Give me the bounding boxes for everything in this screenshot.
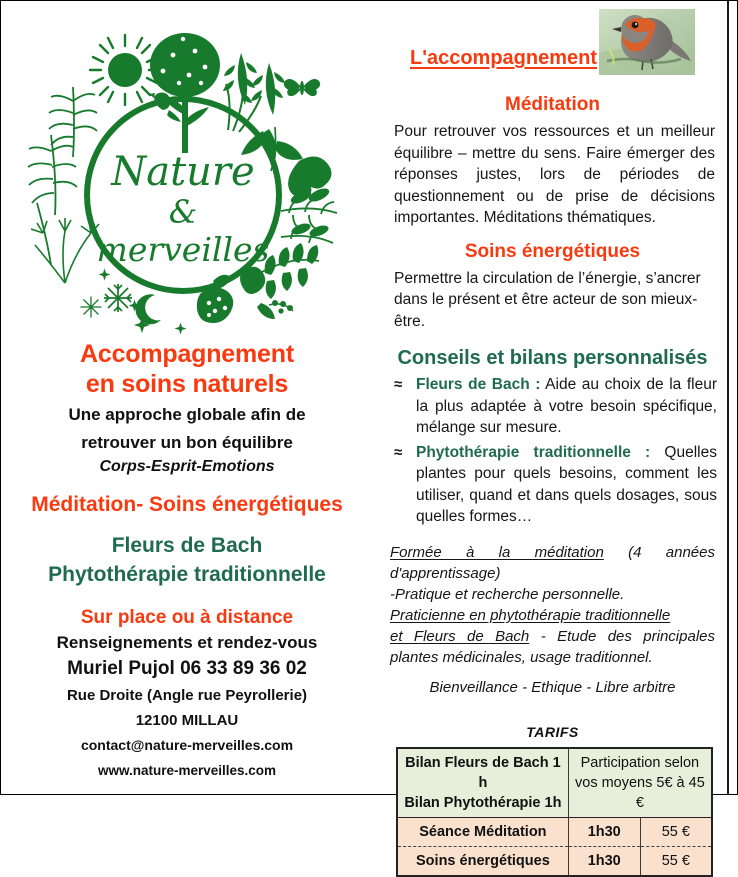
bullet-text: Aide au choix de la fleur la plus adaptée à votre besoin spécifique, mélange sur mesure. [416,376,718,436]
bio-line-1 [390,542,715,584]
meditation-body: Pour retrouver vos ressources et un meilleur équilibre – mettre du sens. Faire émerger des réponses justes, lors de périodes de questionnement ou de prise de décisions importantes. Méditations thématiques. [394,123,715,226]
table-row [397,846,712,876]
left-meditation-soins: Méditation- Soins énergétiques [31,493,343,516]
left-subtitle-line2: retrouver un bon équilibre [81,433,293,452]
accompagnement-title: L'accompagnement [410,47,598,69]
meditation-heading: Méditation [505,94,600,115]
two-column-layout [1,1,737,869]
list-item [388,374,717,439]
conseils-list [388,374,717,528]
logo-text-ampersand: & [168,193,198,231]
tarifs-duration: 1h30 [568,817,640,846]
left-phytotherapie: Phytothérapie traditionnelle [48,563,326,586]
conseils-heading: Conseils et bilans personnalisés [397,347,708,369]
tarifs-head-right [568,748,712,818]
robin-photo [599,9,695,75]
logo-text-nature: Nature [111,149,255,195]
soins-body: Permettre la circulation de l’énergie, s’ancrer dans le présent et être acteur de son mieux-être. [394,269,701,330]
left-address-city: 12100 MILLAU [135,712,239,729]
soins-heading: Soins énergétiques [464,240,641,262]
bio-line4-rest: - Etude des principales plantes médicinales, usage traditionnel. [390,627,715,666]
bio-line-4 [390,628,715,666]
bio-line-3: Praticienne en phytothérapie traditionnelle [390,606,671,624]
left-fleurs-de-bach: Fleurs de Bach [111,534,263,557]
tarifs-service: Soins énergétiques [397,846,568,876]
left-sur-place: Sur place ou à distance [80,607,294,628]
nature-merveilles-logo [13,15,353,335]
tarifs-duration: 1h30 [568,846,640,876]
tarifs-table-wrapper [388,747,717,877]
left-text-block [1,339,373,784]
bio-line1-rest: (4 années d'apprentissage) [390,543,715,582]
left-address-street: Rue Droite (Angle rue Peyrollerie) [66,687,308,704]
right-column-inner [388,1,729,869]
bio-line1-underlined: Formée à la méditation [390,543,604,561]
bullet-text: Quelles plantes pour quels besoins, comment les utiliser, quand et dans quels dosages, sous quelles formes… [416,443,717,525]
bio-line-2: -Pratique et recherche personnelle. [390,585,625,603]
list-item [388,442,717,528]
table-row-header [397,748,712,818]
tarifs-price: 55 € [640,817,712,846]
right-column [373,1,737,869]
left-website[interactable]: www.nature-merveilles.com [97,763,277,778]
table-row [397,817,712,846]
bullet-icon: ≈ [394,376,403,393]
motto: Bienveillance - Ethique - Libre arbitre [429,678,676,696]
tarifs-table [396,747,713,877]
bullet-term: Fleurs de Bach : [416,376,541,393]
tarifs-head-left [397,748,568,818]
right-header [388,1,717,93]
left-corps-esprit-emotions: Corps-Esprit-Emotions [99,458,275,475]
tarifs-head-left-line2: Bilan Phytothérapie 1h [404,794,562,811]
bullet-term: Phytothérapie traditionnelle : [416,443,651,461]
left-column [1,1,373,794]
bullet-icon: ≈ [394,443,403,461]
bio-line4-underlined: et Fleurs de Bach [390,627,530,645]
left-contact-name-phone: Muriel Pujol 06 33 89 36 02 [67,658,307,679]
left-renseignements: Renseignements et rendez-vous [56,633,318,652]
tarifs-label: TARIFS [526,723,579,740]
left-email[interactable]: contact@nature-merveilles.com [80,737,294,753]
tarifs-head-right-line1: Participation selon [580,754,700,771]
tarifs-price: 55 € [640,846,712,876]
logo-text-merveilles: merveilles [96,230,270,269]
left-title-line1: Accompagnement [80,340,294,368]
bio-block [388,542,717,668]
tarifs-head-left-line1: Bilan Fleurs de Bach 1 h [405,754,561,791]
tarifs-head-right-line2: vos moyens 5€ à 45 € [575,774,705,811]
tarifs-service: Séance Méditation [397,817,568,846]
robin-photo-illustration [599,9,695,75]
left-title-line2: en soins naturels [85,370,289,398]
logo-illustration [13,15,353,335]
left-subtitle-line1: Une approche globale afin de [68,405,306,424]
